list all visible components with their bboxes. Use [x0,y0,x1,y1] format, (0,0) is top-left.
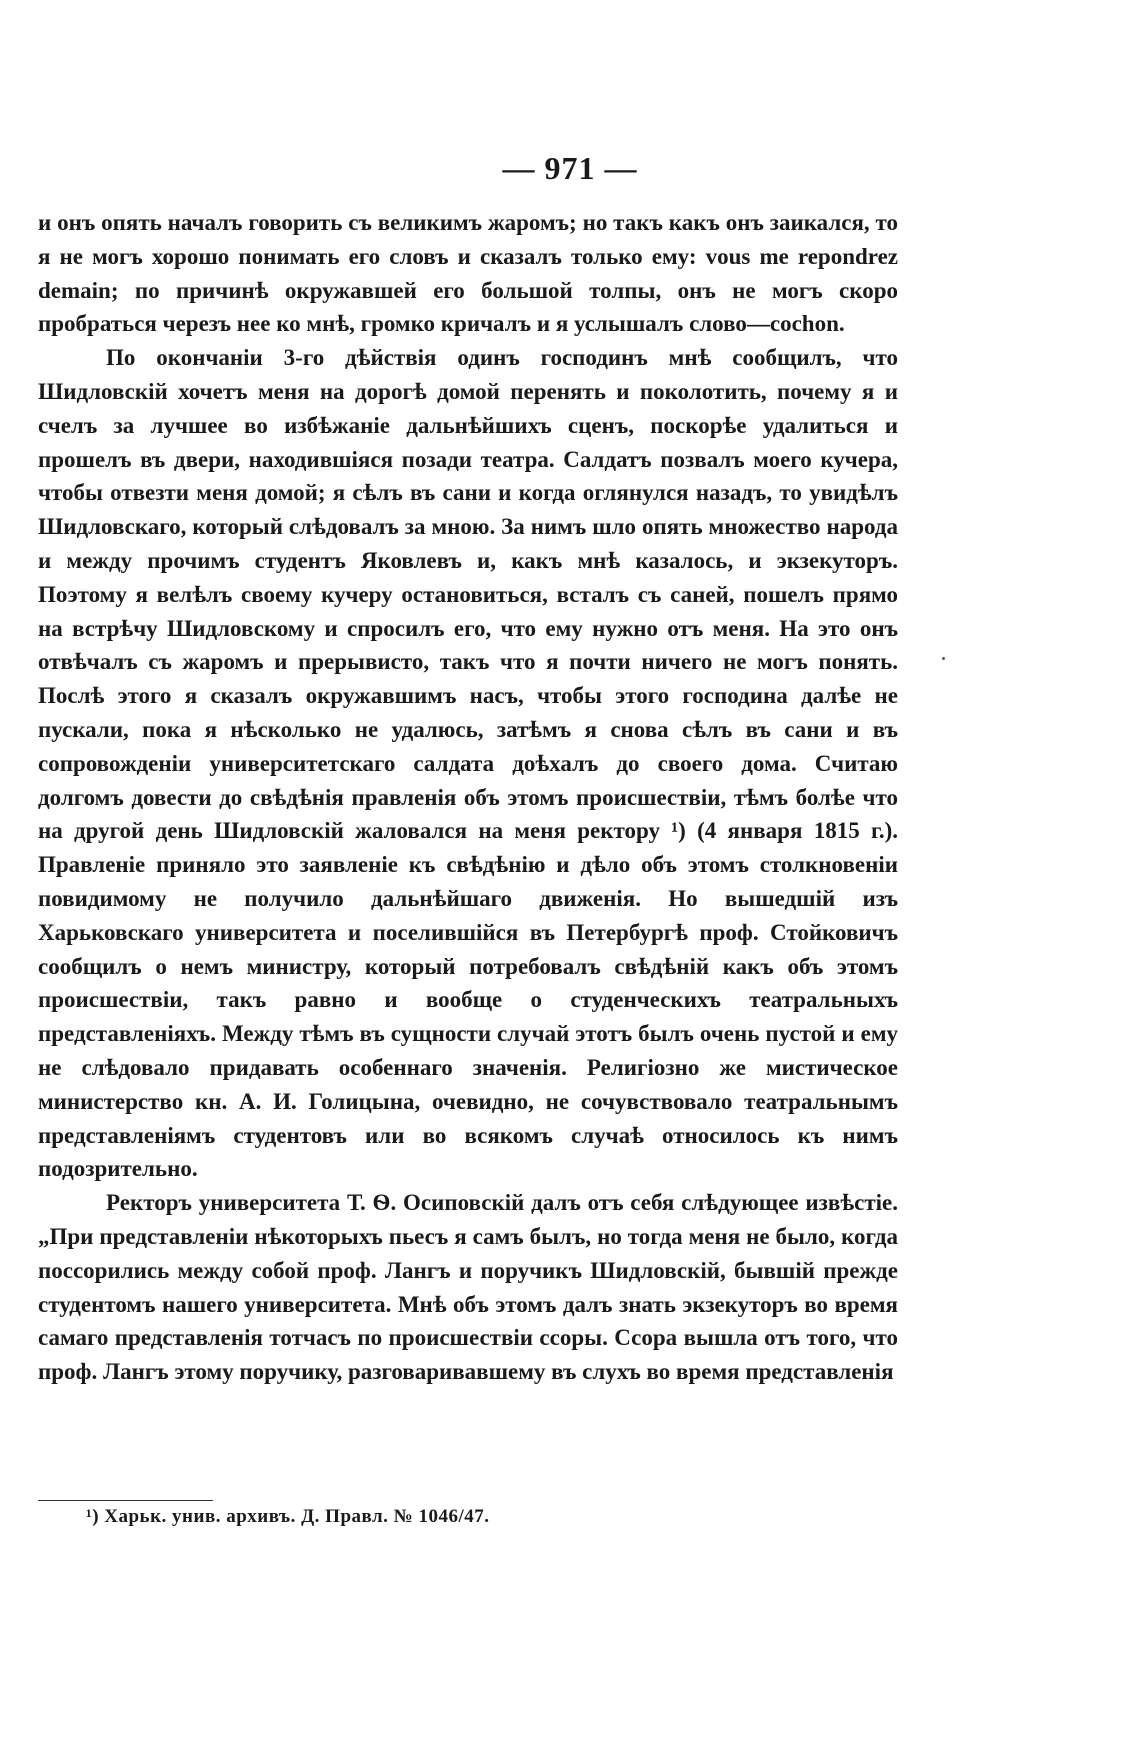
footnote-divider [38,1500,213,1501]
paragraph-continuation: и онъ опять началъ говорить съ великимъ жаромъ; но такъ какъ онъ заикался, то я не могъ хорошо понимать его словъ и сказалъ только ему: vous me repondrez demain; по причинѣ окружавшей его большой толпы, онъ не могъ скоро пробраться черезъ нее ко мнѣ, громко кричалъ и я услышалъ слово—cochon. [38,210,898,337]
page-number: — 971 — [502,150,638,186]
print-speck [942,657,945,660]
footnote: ¹) Харьк. унив. архивъ. Д. Правл. № 1046/47. [86,1506,490,1527]
paragraph-main: По окончаніи 3-го дѣйствія одинъ господинъ мнѣ сообщилъ, что Шидловскій хочетъ меня на дорогѣ домой перенять и поколотить, почему я и счелъ за лучшее во избѣжаніе дальнѣйшихъ сценъ, поскорѣе удалиться и прошелъ въ двери, находившіяся позади театра. Салдатъ позвалъ моего кучера, чтобы отвезти меня домой; я сѣлъ въ сани и когда оглянулся назадъ, то увидѣлъ Шидловскаго, который слѣдовалъ за мною. За нимъ шло опять множество народа и между прочимъ студентъ Яковлевъ и, какъ мнѣ казалось, и экзекуторъ. Поэтому я велѣлъ своему кучеру остановиться, всталъ съ саней, пошелъ прямо на встрѣчу Шидловскому и спросилъ его, что ему нужно отъ меня. На это онъ отвѣчалъ съ жаромъ и прерывисто, такъ что я почти ничего не могъ понять. Послѣ этого я сказалъ окружавшимъ насъ, чтобы этого господина далѣе не пускали, пока я нѣсколько не удалюсь, затѣмъ я снова сѣлъ въ сани и въ сопровожденіи университетскаго салдата доѣхалъ до своего дома. Считаю долгомъ довести до свѣдѣнія правленія объ этомъ происшествіи, тѣмъ болѣе что на другой день Шидловскій жаловался на меня ректору ¹) (4 января 1815 г.). Правленіе приняло это заявленіе къ свѣдѣнію и дѣло объ этомъ столкновеніи повидимому не получило дальнѣйшаго движенія. Но вышедшій изъ Харьковскаго университета и поселившійся въ Петербургѣ проф. Стойковичъ сообщилъ о немъ министру, который потребовалъ свѣдѣній какъ объ этомъ происшествіи, такъ равно и вообще о студенческихъ театральныхъ представленіяхъ. Между тѣмъ въ сущности случай этотъ былъ очень пустой и ему не слѣдовало придавать особеннаго значенія. Религіозно же мистическое министерство кн. А. И. Голицына, очевидно, не сочувствовало театральнымъ представленіямъ студентовъ или во всякомъ случаѣ относилось къ нимъ подозрительно. [38,345,898,1182]
paragraph-rector: Ректоръ университета Т. Ѳ. Осиповскій далъ отъ себя слѣдующее извѣстіе. „При представленіи нѣкоторыхъ пьесъ я самъ былъ, но тогда меня не было, когда поссорились между собой проф. Лангъ и поручикъ Шидловскій, бывшій прежде студентомъ нашего университета. Мнѣ объ этомъ далъ знать экзекуторъ во время самаго представленія тотчасъ по происшествіи ссоры. Ссора вышла отъ того, что проф. Лангъ этому поручику, разговаривавшему въ слухъ во время представленія [38,1190,898,1385]
body-text [38,206,898,1389]
